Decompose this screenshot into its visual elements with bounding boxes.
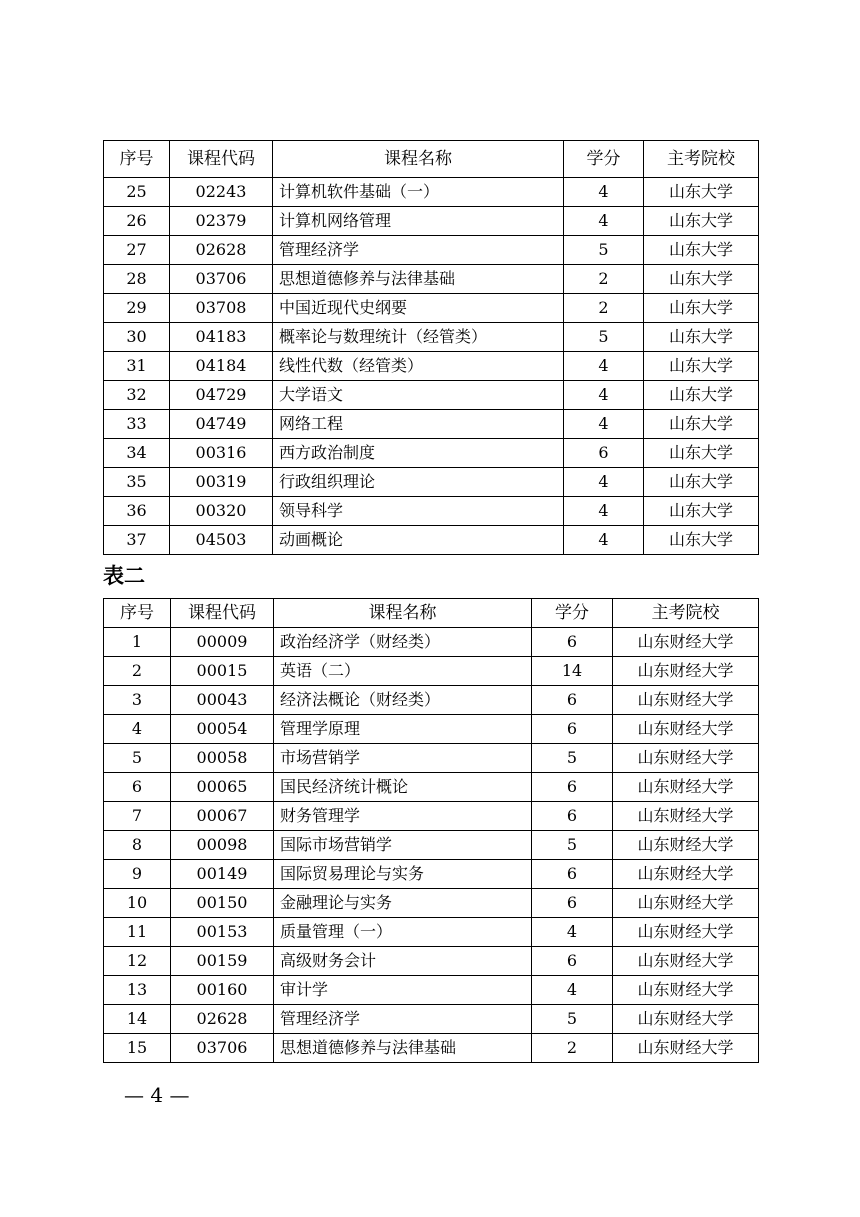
cell-name: 财务管理学 xyxy=(274,802,532,831)
cell-code: 03708 xyxy=(170,294,273,323)
cell-code: 03706 xyxy=(171,1034,274,1063)
cell-seq: 32 xyxy=(104,381,170,410)
cell-code: 02628 xyxy=(171,1005,274,1034)
table-row xyxy=(104,439,759,468)
cell-name: 市场营销学 xyxy=(274,744,532,773)
cell-code: 00153 xyxy=(171,918,274,947)
cell-credit: 5 xyxy=(532,1005,613,1034)
cell-school: 山东大学 xyxy=(644,497,759,526)
cell-school: 山东财经大学 xyxy=(613,1034,759,1063)
cell-seq: 2 xyxy=(104,657,171,686)
table-header-row xyxy=(104,599,759,628)
table-row xyxy=(104,1034,759,1063)
cell-seq: 28 xyxy=(104,265,170,294)
cell-name: 管理经济学 xyxy=(273,236,564,265)
table-row xyxy=(104,265,759,294)
cell-name: 审计学 xyxy=(274,976,532,1005)
cell-credit: 6 xyxy=(532,947,613,976)
cell-seq: 15 xyxy=(104,1034,171,1063)
cell-code: 04749 xyxy=(170,410,273,439)
table-row xyxy=(104,294,759,323)
cell-name: 思想道德修养与法律基础 xyxy=(273,265,564,294)
cell-credit: 2 xyxy=(564,294,644,323)
cell-credit: 4 xyxy=(564,468,644,497)
cell-school: 山东大学 xyxy=(644,236,759,265)
table-header-row xyxy=(104,141,759,178)
cell-credit: 6 xyxy=(532,860,613,889)
table-row xyxy=(104,381,759,410)
table-body xyxy=(104,628,759,1063)
table-row xyxy=(104,323,759,352)
cell-seq: 3 xyxy=(104,686,171,715)
table-row xyxy=(104,715,759,744)
cell-code: 00065 xyxy=(171,773,274,802)
cell-credit: 5 xyxy=(532,831,613,860)
cell-school: 山东大学 xyxy=(644,468,759,497)
cell-seq: 10 xyxy=(104,889,171,918)
cell-credit: 4 xyxy=(564,207,644,236)
cell-seq: 8 xyxy=(104,831,171,860)
cell-school: 山东财经大学 xyxy=(613,628,759,657)
cell-seq: 36 xyxy=(104,497,170,526)
cell-school: 山东财经大学 xyxy=(613,860,759,889)
cell-credit: 6 xyxy=(532,773,613,802)
cell-school: 山东财经大学 xyxy=(613,831,759,860)
table-row xyxy=(104,178,759,207)
cell-school: 山东财经大学 xyxy=(613,657,759,686)
cell-school: 山东大学 xyxy=(644,323,759,352)
cell-school: 山东财经大学 xyxy=(613,686,759,715)
table-body xyxy=(104,178,759,555)
cell-code: 02379 xyxy=(170,207,273,236)
cell-credit: 4 xyxy=(532,918,613,947)
cell-credit: 6 xyxy=(532,686,613,715)
cell-credit: 4 xyxy=(564,352,644,381)
cell-credit: 4 xyxy=(564,497,644,526)
cell-code: 04184 xyxy=(170,352,273,381)
cell-school: 山东大学 xyxy=(644,381,759,410)
cell-name: 国民经济统计概论 xyxy=(274,773,532,802)
cell-code: 00159 xyxy=(171,947,274,976)
cell-name: 国际贸易理论与实务 xyxy=(274,860,532,889)
cell-credit: 4 xyxy=(564,410,644,439)
cell-seq: 25 xyxy=(104,178,170,207)
cell-seq: 1 xyxy=(104,628,171,657)
cell-school: 山东大学 xyxy=(644,410,759,439)
cell-credit: 6 xyxy=(564,439,644,468)
cell-name: 国际市场营销学 xyxy=(274,831,532,860)
cell-name: 政治经济学（财经类） xyxy=(274,628,532,657)
cell-credit: 14 xyxy=(532,657,613,686)
cell-school: 山东大学 xyxy=(644,439,759,468)
cell-school: 山东财经大学 xyxy=(613,918,759,947)
cell-name: 网络工程 xyxy=(273,410,564,439)
cell-school: 山东财经大学 xyxy=(613,715,759,744)
cell-credit: 2 xyxy=(564,265,644,294)
cell-school: 山东财经大学 xyxy=(613,1005,759,1034)
cell-seq: 37 xyxy=(104,526,170,555)
header-school: 主考院校 xyxy=(644,141,759,178)
cell-code: 00150 xyxy=(171,889,274,918)
cell-seq: 5 xyxy=(104,744,171,773)
cell-code: 00015 xyxy=(171,657,274,686)
cell-name: 经济法概论（财经类） xyxy=(274,686,532,715)
section-title: 表二 xyxy=(103,563,145,588)
header-credit: 学分 xyxy=(532,599,613,628)
cell-seq: 31 xyxy=(104,352,170,381)
cell-name: 金融理论与实务 xyxy=(274,889,532,918)
table-row xyxy=(104,773,759,802)
cell-code: 00319 xyxy=(170,468,273,497)
table-row xyxy=(104,1005,759,1034)
cell-seq: 29 xyxy=(104,294,170,323)
cell-school: 山东大学 xyxy=(644,526,759,555)
table-row xyxy=(104,352,759,381)
cell-name: 思想道德修养与法律基础 xyxy=(274,1034,532,1063)
table-row xyxy=(104,918,759,947)
cell-school: 山东大学 xyxy=(644,352,759,381)
cell-school: 山东财经大学 xyxy=(613,744,759,773)
table-row xyxy=(104,947,759,976)
cell-code: 00149 xyxy=(171,860,274,889)
cell-school: 山东财经大学 xyxy=(613,773,759,802)
cell-seq: 9 xyxy=(104,860,171,889)
course-table-2 xyxy=(103,598,759,1063)
cell-seq: 6 xyxy=(104,773,171,802)
cell-credit: 4 xyxy=(564,381,644,410)
cell-code: 02243 xyxy=(170,178,273,207)
cell-seq: 33 xyxy=(104,410,170,439)
cell-code: 04183 xyxy=(170,323,273,352)
cell-seq: 27 xyxy=(104,236,170,265)
cell-school: 山东大学 xyxy=(644,178,759,207)
table-row xyxy=(104,860,759,889)
cell-seq: 11 xyxy=(104,918,171,947)
cell-seq: 30 xyxy=(104,323,170,352)
table-row xyxy=(104,976,759,1005)
table-row xyxy=(104,686,759,715)
cell-name: 计算机软件基础（一） xyxy=(273,178,564,207)
cell-name: 领导科学 xyxy=(273,497,564,526)
cell-name: 大学语文 xyxy=(273,381,564,410)
cell-credit: 5 xyxy=(564,236,644,265)
cell-seq: 4 xyxy=(104,715,171,744)
cell-school: 山东大学 xyxy=(644,207,759,236)
cell-name: 管理学原理 xyxy=(274,715,532,744)
cell-credit: 4 xyxy=(564,178,644,207)
cell-name: 概率论与数理统计（经管类） xyxy=(273,323,564,352)
cell-seq: 7 xyxy=(104,802,171,831)
cell-code: 00054 xyxy=(171,715,274,744)
header-seq: 序号 xyxy=(104,141,170,178)
cell-code: 04503 xyxy=(170,526,273,555)
cell-code: 00320 xyxy=(170,497,273,526)
cell-name: 西方政治制度 xyxy=(273,439,564,468)
cell-credit: 6 xyxy=(532,628,613,657)
table-row xyxy=(104,657,759,686)
cell-seq: 26 xyxy=(104,207,170,236)
cell-code: 00058 xyxy=(171,744,274,773)
cell-seq: 13 xyxy=(104,976,171,1005)
table-row xyxy=(104,207,759,236)
cell-name: 动画概论 xyxy=(273,526,564,555)
cell-code: 02628 xyxy=(170,236,273,265)
cell-credit: 4 xyxy=(532,976,613,1005)
cell-name: 管理经济学 xyxy=(274,1005,532,1034)
table-row xyxy=(104,831,759,860)
cell-code: 00160 xyxy=(171,976,274,1005)
table-row xyxy=(104,468,759,497)
cell-school: 山东大学 xyxy=(644,265,759,294)
header-credit: 学分 xyxy=(564,141,644,178)
cell-credit: 6 xyxy=(532,802,613,831)
cell-code: 00009 xyxy=(171,628,274,657)
page-number: — 4 — xyxy=(124,1083,190,1107)
header-name: 课程名称 xyxy=(273,141,564,178)
header-code: 课程代码 xyxy=(171,599,274,628)
cell-credit: 5 xyxy=(532,744,613,773)
table-row xyxy=(104,628,759,657)
header-school: 主考院校 xyxy=(613,599,759,628)
cell-code: 00067 xyxy=(171,802,274,831)
cell-credit: 6 xyxy=(532,715,613,744)
table-row xyxy=(104,526,759,555)
cell-school: 山东财经大学 xyxy=(613,947,759,976)
cell-name: 计算机网络管理 xyxy=(273,207,564,236)
cell-seq: 14 xyxy=(104,1005,171,1034)
cell-code: 00316 xyxy=(170,439,273,468)
cell-seq: 34 xyxy=(104,439,170,468)
cell-credit: 6 xyxy=(532,889,613,918)
table-row xyxy=(104,497,759,526)
course-table-1 xyxy=(103,140,759,555)
header-code: 课程代码 xyxy=(170,141,273,178)
cell-school: 山东大学 xyxy=(644,294,759,323)
table-row xyxy=(104,889,759,918)
cell-name: 线性代数（经管类） xyxy=(273,352,564,381)
cell-code: 00043 xyxy=(171,686,274,715)
cell-school: 山东财经大学 xyxy=(613,889,759,918)
cell-seq: 35 xyxy=(104,468,170,497)
cell-school: 山东财经大学 xyxy=(613,802,759,831)
cell-credit: 5 xyxy=(564,323,644,352)
cell-code: 04729 xyxy=(170,381,273,410)
header-seq: 序号 xyxy=(104,599,171,628)
cell-name: 行政组织理论 xyxy=(273,468,564,497)
cell-name: 英语（二） xyxy=(274,657,532,686)
cell-credit: 4 xyxy=(564,526,644,555)
cell-credit: 2 xyxy=(532,1034,613,1063)
table-row xyxy=(104,410,759,439)
table-row xyxy=(104,236,759,265)
table-row xyxy=(104,744,759,773)
cell-school: 山东财经大学 xyxy=(613,976,759,1005)
cell-seq: 12 xyxy=(104,947,171,976)
table-row xyxy=(104,802,759,831)
cell-code: 00098 xyxy=(171,831,274,860)
cell-name: 质量管理（一） xyxy=(274,918,532,947)
cell-name: 高级财务会计 xyxy=(274,947,532,976)
header-name: 课程名称 xyxy=(274,599,532,628)
cell-code: 03706 xyxy=(170,265,273,294)
cell-name: 中国近现代史纲要 xyxy=(273,294,564,323)
